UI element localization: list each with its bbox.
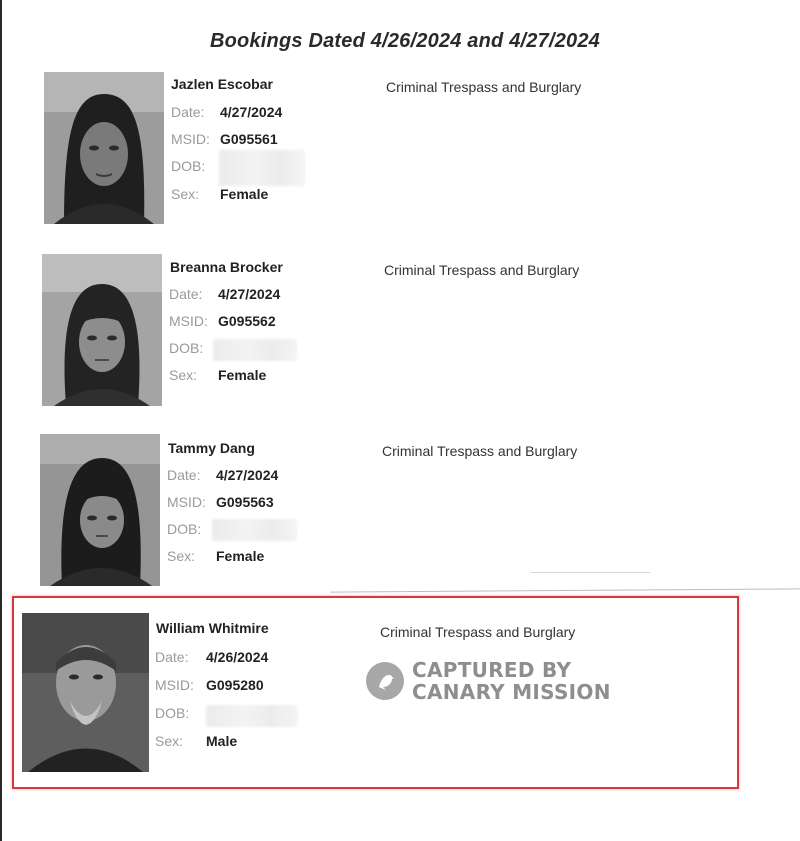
date-value: 4/27/2024: [216, 467, 279, 483]
charge-text: Criminal Trespass and Burglary: [380, 624, 576, 640]
person-name: Breanna Brocker: [170, 259, 283, 275]
watermark-line-2: CANARY MISSION: [412, 680, 611, 704]
dob-redacted: [212, 519, 297, 541]
msid-value: G095563: [216, 494, 274, 510]
person-name: Tammy Dang: [168, 440, 255, 456]
charge-text: Criminal Trespass and Burglary: [382, 443, 578, 459]
sex-value: Female: [216, 548, 265, 564]
dob-label: DOB:: [167, 521, 202, 537]
date-label: Date:: [155, 649, 189, 665]
date-label: Date:: [169, 286, 203, 302]
mugshot-image: [40, 434, 160, 586]
date-value: 4/27/2024: [218, 286, 281, 302]
msid-label: MSID:: [155, 677, 194, 693]
mugshot-photo: [40, 434, 160, 586]
charge-text: Criminal Trespass and Burglary: [386, 79, 582, 95]
page-left-border: [0, 0, 2, 841]
date-value: 4/27/2024: [220, 104, 283, 120]
page-fold-line: [330, 588, 800, 592]
watermark-line-1: CAPTURED BY: [412, 658, 572, 682]
mugshot-photo: [42, 254, 162, 406]
msid-value: G095562: [218, 313, 276, 329]
sex-label: Sex:: [169, 367, 198, 383]
sex-label: Sex:: [167, 548, 196, 564]
canary-bird-icon: [366, 662, 404, 700]
mugshot-image: [44, 72, 164, 224]
charge-text: Criminal Trespass and Burglary: [384, 262, 580, 278]
date-label: Date:: [167, 467, 201, 483]
msid-value: G095280: [206, 677, 264, 693]
watermark: [366, 659, 611, 703]
msid-label: MSID:: [171, 131, 210, 147]
sex-value: Female: [218, 367, 267, 383]
sex-value: Male: [206, 733, 238, 749]
person-name: Jazlen Escobar: [171, 76, 273, 92]
sex-value: Female: [220, 186, 269, 202]
page-title: Bookings Dated 4/26/2024 and 4/27/2024: [209, 30, 600, 52]
dob-label: DOB:: [169, 340, 204, 356]
date-label: Date:: [171, 104, 205, 120]
sex-label: Sex:: [155, 733, 184, 749]
dob-redacted: [219, 150, 305, 186]
page-fold-line: [530, 572, 650, 573]
msid-label: MSID:: [169, 313, 208, 329]
person-name: William Whitmire: [156, 620, 269, 636]
msid-value: G095561: [220, 131, 278, 147]
msid-label: MSID:: [167, 494, 206, 510]
mugshot-photo: [44, 72, 164, 224]
date-value: 4/26/2024: [206, 649, 269, 665]
sex-label: Sex:: [171, 186, 200, 202]
mugshot-image: [42, 254, 162, 406]
dob-label: DOB:: [171, 158, 206, 174]
dob-label: DOB:: [155, 705, 190, 721]
dob-redacted: [213, 339, 297, 361]
